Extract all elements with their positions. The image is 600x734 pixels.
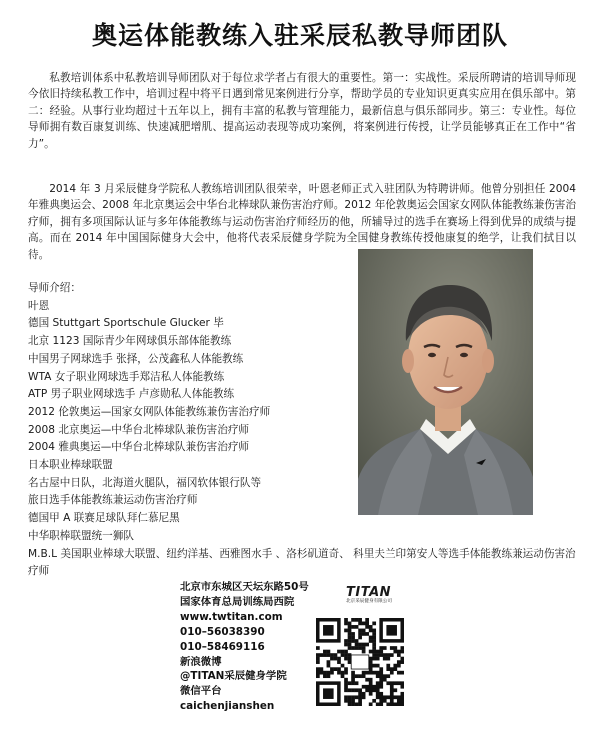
titan-logo (346, 585, 416, 611)
contact-phone: 010–56038390 (180, 625, 265, 638)
mentor-credential: 名古屋中日队，北海道火腿队，福冈软体银行队等 (28, 476, 262, 489)
mentor-credential: ATP 男子职业网球选手 卢彦勋私人体能教练 (28, 388, 235, 401)
qr-code (316, 618, 404, 706)
paragraph-announcement: 2014 年 3 月采辰健身学院私人教练培训团队很荣幸，叶恩老师正式入驻团队为特聘讲师。他曾分别担任 2004 年雅典奥运会、2008 年北京奥运会中华台北棒球队兼伤害治疗师。2012 年伦敦奥运会国家女网队体能教练兼伤害治疗师，拥有多项国际认证与多年体能教练与运动伤害治疗师经历的他，所辅导过的选手在赛场上得到优异的成绩与提高。而在 2014 年中国国际健身大会中，他将代表采辰健身学院为全国健身教练传授他康复的绝学，让我们拭目以待。 (28, 183, 576, 261)
mentor-heading: 导师介绍： (28, 282, 81, 294)
contact-website: www.twtitan.com (180, 610, 283, 623)
mentor-credential: 2008 北京奥运—中华台北棒球队兼伤害治疗师 (28, 423, 250, 436)
contact-address-line-2: 国家体育总局训练局西院 (180, 595, 295, 608)
mentor-credential: 北京 1123 国际青少年网球俱乐部体能教练 (28, 335, 232, 348)
logo-wordmark: TITAN (346, 585, 392, 600)
mentor-credential: 2004 雅典奥运—中华台北棒球队兼伤害治疗师 (28, 441, 250, 454)
mentor-credential: 中华职棒联盟统一狮队 (28, 529, 134, 542)
contact-wechat-label: 微信平台 (180, 685, 222, 698)
mentor-credential: M.B.L 美国职业棒球大联盟、纽约洋基、西雅图水手 、洛杉矶道奇、 科里夫兰印第安人等选手体能教练兼运动伤害治疗师 (28, 547, 576, 578)
mentor-credential: 日本职业棒球联盟 (28, 459, 113, 472)
mentor-credential: 德国 Stuttgart Sportschule Glucker 毕 (28, 317, 224, 330)
contact-address: 北京市东城区天坛东路50号 (180, 581, 309, 593)
mentor-credential: 旅日选手体能教练兼运动伤害治疗师 (28, 494, 198, 507)
mentor-introduction (28, 280, 576, 581)
paragraph-intro: 私教培训体系中私教培训导师团队对于每位求学者占有很大的重要性。第一：实战性。采辰所聘请的培训导师现今依旧持续私教工作中，培训过程中将平日遇到常见案例进行分享，帮助学员的专业知识更真实应用在俱乐部中。第二：经验。从事行业均超过十五年以上，拥有丰富的私教与管理能力，最新信息与俱乐部同步。第三：专业性。每位导师拥有数百康复训练、快速减肥增肌、提高运动表现等成功案例，将案例进行传授，让学员能够真正在工作中“省力”。 (28, 72, 576, 150)
contact-wechat-account: caichenjianshen (180, 700, 275, 713)
article-title: 奥运体能教练入驻采辰私教导师团队 (91, 21, 508, 50)
mentor-credential: 德国甲 A 联赛足球队拜仁慕尼黑 (28, 512, 180, 525)
logo-subtitle: 北京采辰健身有限公司 (346, 599, 392, 604)
mentor-credential: WTA 女子职业网球选手郑洁私人体能教练 (28, 370, 225, 383)
mentor-credential: 中国男子网球选手 张择，公茂鑫私人体能教练 (28, 352, 244, 365)
mentor-credential: 2012 伦敦奥运—国家女网队体能教练兼伤害治疗师 (28, 405, 271, 418)
contact-weibo-account: @TITAN采辰健身学院 (180, 670, 287, 683)
mentor-portrait-photo (358, 249, 533, 515)
contact-weibo-label: 新浪微博 (180, 655, 222, 668)
contact-block (180, 580, 309, 714)
mentor-name: 叶恩 (28, 299, 50, 312)
contact-phone: 010–58469116 (180, 640, 265, 653)
